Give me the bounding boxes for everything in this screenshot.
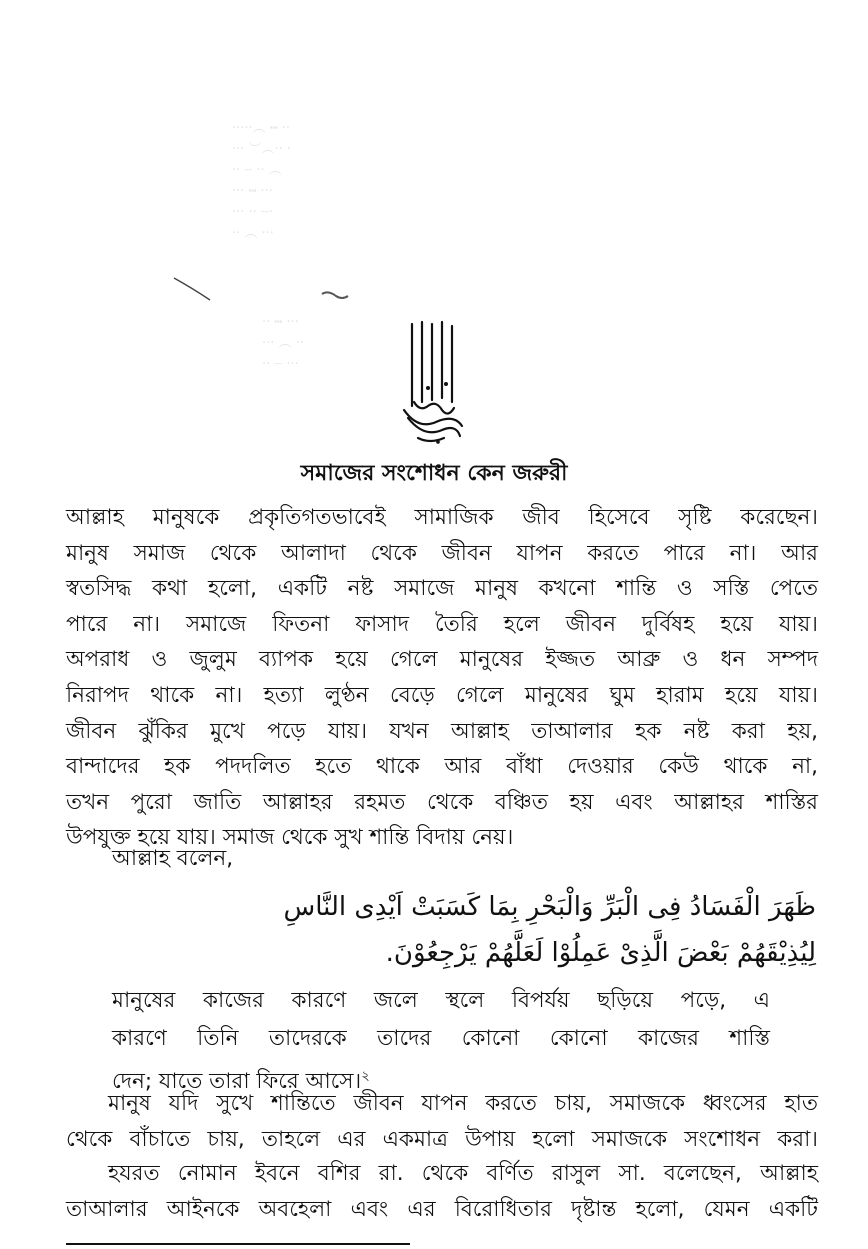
bleed-through-marks-lower: ·· ┅ ··· ··· ︵ ·· ·· ┈ ··· <box>262 315 304 372</box>
footnote-marker: ২ <box>361 1069 370 1084</box>
text-line: তখন পুরো জাতি আল্লাহর রহমত থেকে বঞ্চিত হয় এবং আল্লাহর শাস্তির <box>66 789 818 815</box>
text-line: তাআলার আইনকে অবহেলা এবং এর বিরোধিতার দৃষ্টান্ত হলো, যেমন একটি <box>66 1197 818 1222</box>
text-line: আল্লাহ মানুষকে প্রকৃতিগতভাবেই সামাজিক জীব হিসেবে সৃষ্টি করেছেন। <box>66 505 818 530</box>
text-line: মানুষের কাজের কারণে জলে স্থলে বিপর্যয় ছড়িয়ে পড়ে, এ <box>112 988 770 1013</box>
text-line: মানুষ সমাজ থেকে আলাদা থেকে জীবন যাপন করতে পারে না। আর <box>66 540 818 566</box>
quran-verse-line-2: لِيُذِيْقَهُمْ بَعْضَ الَّذِىْ عَمِلُوْا لَعَلَّهُمْ يَرْجِعُوْنَ. <box>385 938 816 968</box>
bleed-through-marks: ·····︵ ┅ ·· ··· ︶︵·· · ·· ┈ ·· ︵ ··· ┅ ··· ··· ·· ┈· ·· ︵ ··· <box>232 121 292 241</box>
quran-verse-line-1: ظَهَرَ الْفَسَادُ فِى الْبَرِّ وَالْبَحْرِ بِمَا كَسَبَتْ اَيْدِى النَّاسِ <box>283 892 816 922</box>
paragraph-intro <box>66 500 818 856</box>
bismillah-calligraphy-icon <box>398 318 470 446</box>
text-line: থেকে বাঁচাতে চায়, তাহলে এর একমাত্র উপায় হলো সমাজকে সংশোধন করা। <box>66 1127 818 1152</box>
text-line: অপরাধ ও জুলুম ব্যাপক হয়ে গেলে মানুষের ইজ্জত আব্রু ও ধন সম্পদ <box>66 647 818 673</box>
text-line: নিরাপদ থাকে না। হত্যা লুণ্ঠন বেড়ে গেলে মানুষের ঘুম হারাম হয়ে যায়। <box>66 682 818 708</box>
text-line: পারে না। সমাজে ফিতনা ফাসাদ তৈরি হলে জীবন দুর্বিষহ হয়ে যায়। <box>66 611 818 637</box>
ink-smudge <box>172 270 352 310</box>
text-line: স্বতসিদ্ধ কথা হলো, একটি নষ্ট সমাজে মানুষ কখনো শান্তি ও সস্তি পেতে <box>66 576 818 602</box>
quote-intro: আল্লাহ বলেন, <box>112 846 234 871</box>
paragraph-hadith <box>66 1156 818 1228</box>
text-line: কারণে তিনি তাদেরকে তাদের কোনো কোনো কাজের শাস্তি <box>112 1026 770 1051</box>
text-line: জীবন ঝুঁকির মুখে পড়ে যায়। যখন আল্লাহ তাআলার হক নষ্ট করা হয়, <box>66 718 818 744</box>
chapter-title: সমাজের সংশোধন কেন জরুরী <box>300 461 568 486</box>
text-line: হযরত নোমান ইবনে বশির রা. থেকে বর্ণিত রাসুল সা. বলেছেন, আল্লাহ <box>108 1161 818 1186</box>
text-line: বান্দাদের হক পদদলিত হতে থাকে আর বাঁধা দেওয়ার কেউ থাকে না, <box>66 754 818 780</box>
footnote-divider <box>66 1243 410 1245</box>
text-line: উপযুক্ত হয়ে যায়। সমাজ থেকে সুখ শান্তি বিদায় নেয়। <box>66 825 514 851</box>
verse-translation <box>112 982 770 1096</box>
translation-text: দেন; যাতে তারা ফিরে আসে। <box>112 1069 362 1095</box>
paragraph-solution <box>66 1086 818 1158</box>
text-line: মানুষ যদি সুখে শান্তিতে জীবন যাপন করতে চায়, সমাজকে ধ্বংসের হাত <box>108 1091 818 1116</box>
